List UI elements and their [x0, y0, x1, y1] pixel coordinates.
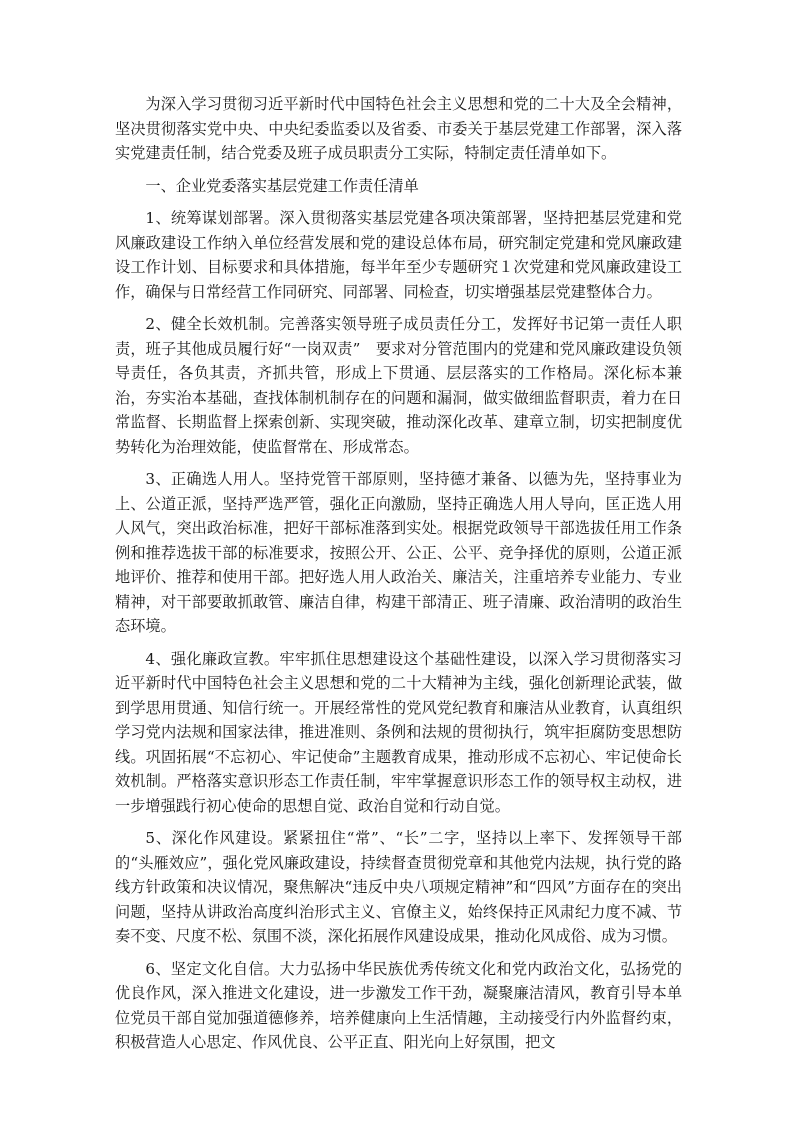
list-item: 6、坚定文化自信。大力弘扬中华民族优秀传统文化和党内政治文化，弘扬党的优良作风，深入推进文化建设，进一步激发工作干劲，凝聚廉洁清风，教育引导本单位党员干部自觉加强道德修养，培养健康向上生活情趣，主动接受行内外监督约束，积极营造人心思定、作风优良、公平正直、阳光向上好氛围，把文 — [115, 959, 682, 1051]
intro-paragraph: 为深入学习贯彻习近平新时代中国特色社会主义思想和党的二十大及全会精神，坚决贯彻落实党中央、中央纪委监委以及省委、市委关于基层党建工作部署，深入落实党建责任制，结合党委及班子成员职责分工实际，特制定责任清单如下。 — [115, 95, 682, 162]
list-item: 1、统筹谋划部署。深入贯彻落实基层党建各项决策部署，坚持把基层党建和党风廉政建设工作纳入单位经营发展和党的建设总体布局，研究制定党建和党风廉政建设工作计划、目标要求和具体措施，每半年至少专题研究１次党建和党风廉政建设工作，确保与日常经营工作同研究、同部署、同检查，切实增强基层党建整体合力。 — [115, 209, 682, 301]
section-heading: 一、企业党委落实基层党建工作责任清单 — [145, 176, 419, 195]
list-item: 4、强化廉政宣教。牢牢抓住思想建设这个基础性建设，以深入学习贯彻落实习近平新时代中国特色社会主义思想和党的二十大精神为主线，强化创新理论武装，做到学思用贯通、知信行统一。开展经常性的党风党纪教育和廉洁从业教育，认真组织学习党内法规和国家法律，推进准则、条例和法规的贯彻执行，筑牢拒腐防变思想防线。巩固拓展“不忘初心、牢记使命”主题教育成果，推动形成不忘初心、牢记使命长效机制。严格落实意识形态工作责任制，牢牢掌握意识形态工作的领导权主动权，进一步增强践行初心使命的思想自觉、政治自觉和行动自觉。 — [115, 649, 682, 815]
list-item: 3、正确选人用人。坚持党管干部原则，坚持德才兼备、以德为先，坚持事业为上、公道正派，坚持严选严管，强化正向激励，坚持正确选人用人导向，匡正选人用人风气，突出政治标准，把好干部标准落到实处。根据党政领导干部选拔任用工作条例和推荐选拔干部的标准要求，按照公开、公正、公平、竞争择优的原则，公道正派地评价、推荐和使用干部。把好选人用人政治关、廉洁关，注重培养专业能力、专业精神，对干部要敢抓敢管、廉洁自律，构建干部清正、班子清廉、政治清明的政治生态环境。 — [115, 470, 682, 635]
document-page — [115, 92, 682, 1063]
list-item: 2、健全长效机制。完善落实领导班子成员责任分工，发挥好书记第一责任人职责，班子其他成员履行好“一岗双责” 要求对分管范围内的党建和党风廉政建设负领导责任，各负其责，齐抓共管，形成上下贯通、层层落实的工作格局。深化标本兼治，夯实治本基础，查找体制机制存在的问题和漏洞，做实做细监督职责，着力在日常监督、长期监督上探索创新、实现突破，推动深化改革、建章立制，切实把制度优势转化为治理效能，使监督常在、形成常态。 — [115, 315, 682, 456]
list-item: 5、深化作风建设。紧紧扭住“常”、“长”二字，坚持以上率下、发挥领导干部的“头雁效应”，强化党风廉政建设，持续督查贯彻党章和其他党内法规，执行党的路线方针政策和决议情况，聚焦解决“违反中央八项规定精神”和“四风”方面存在的突出问题，坚持从讲政治高度纠治形式主义、官僚主义，始终保持正风肃纪力度不减、节奏不变、尺度不松、氛围不淡，深化拓展作风建设成果，推动化风成俗、成为习惯。 — [115, 829, 682, 945]
